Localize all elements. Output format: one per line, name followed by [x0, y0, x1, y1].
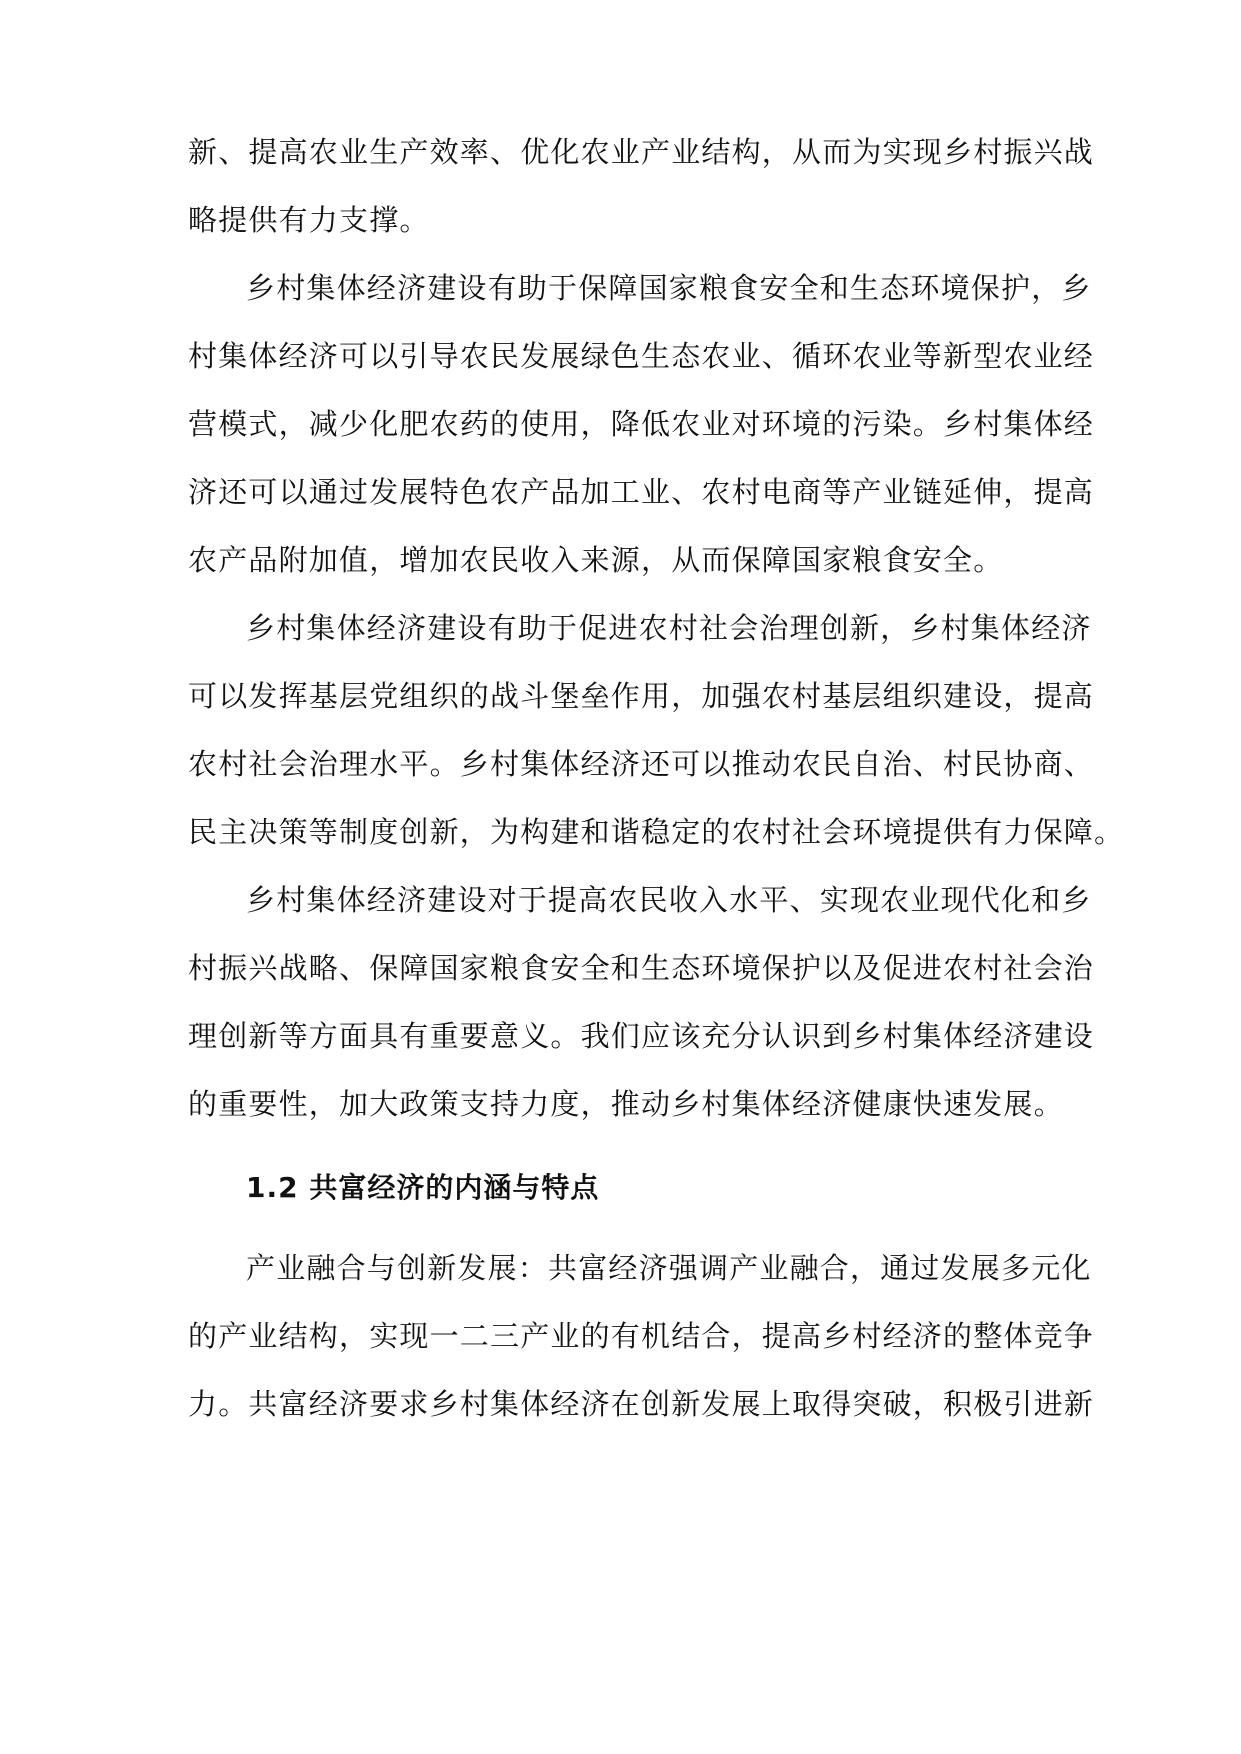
paragraph-1-line-2: 略提供有力支撑。 [188, 203, 430, 237]
paragraph-3-line-1: 乡村集体经济建设有助于促进农村社会治理创新，乡村集体经济 [246, 611, 1092, 645]
paragraph-2-line-4: 济还可以通过发展特色农产品加工业、农村电商等产业链延伸，提高 [188, 475, 1095, 509]
paragraph-2-line-3: 营模式，减少化肥农药的使用，降低农业对环境的污染。乡村集体经 [188, 407, 1095, 441]
section-paragraph-1-line-2: 的产业结构，实现一二三产业的有机结合，提高乡村经济的整体竞争 [188, 1319, 1095, 1353]
paragraph-2-line-5: 农产品附加值，增加农民收入来源，从而保障国家粮食安全。 [188, 543, 1004, 577]
section-heading: 1.2 共富经济的内涵与特点 [246, 1171, 600, 1204]
paragraph-3-line-3: 农村社会治理水平。乡村集体经济还可以推动农民自治、村民协商、 [188, 747, 1095, 781]
paragraph-4-line-3: 理创新等方面具有重要意义。我们应该充分认识到乡村集体经济建设 [188, 1019, 1095, 1053]
paragraph-3-line-2: 可以发挥基层党组织的战斗堡垒作用，加强农村基层组织建设，提高 [188, 679, 1095, 713]
paragraph-4-line-4: 的重要性，加大政策支持力度，推动乡村集体经济健康快速发展。 [188, 1087, 1064, 1121]
section-paragraph-1-line-3: 力。共富经济要求乡村集体经济在创新发展上取得突破，积极引进新 [188, 1387, 1095, 1421]
paragraph-2-line-1: 乡村集体经济建设有助于保障国家粮食安全和生态环境保护，乡 [246, 271, 1092, 305]
paragraph-1-line-1: 新、提高农业生产效率、优化农业产业结构，从而为实现乡村振兴战 [188, 135, 1095, 169]
paragraph-2-line-2: 村集体经济可以引导农民发展绿色生态农业、循环农业等新型农业经 [188, 339, 1095, 373]
section-paragraph-1-line-1: 产业融合与创新发展：共富经济强调产业融合，通过发展多元化 [246, 1251, 1092, 1285]
paragraph-3-line-4: 民主决策等制度创新，为构建和谐稳定的农村社会环境提供有力保障。 [188, 815, 1125, 849]
paragraph-4-line-2: 村振兴战略、保障国家粮食安全和生态环境保护以及促进农村社会治 [188, 951, 1095, 985]
paragraph-4-line-1: 乡村集体经济建设对于提高农民收入水平、实现农业现代化和乡 [246, 883, 1092, 917]
